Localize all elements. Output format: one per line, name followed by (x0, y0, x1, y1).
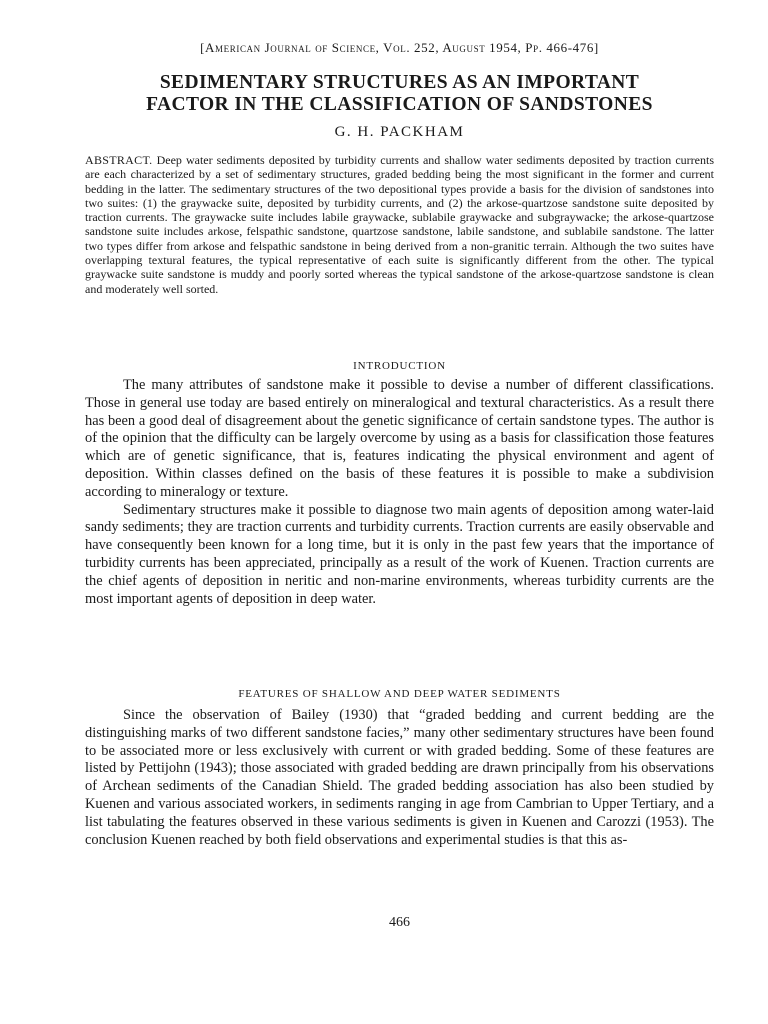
abstract (85, 153, 714, 296)
section-body-features (85, 707, 714, 849)
title-line: SEDIMENTARY STRUCTURES AS AN IMPORTANT (159, 72, 640, 93)
title-line: FACTOR IN THE CLASSIFICATION OF SANDSTONES (146, 94, 653, 115)
section-heading-introduction: INTRODUCTION (353, 360, 446, 372)
page-number: 466 (389, 915, 410, 930)
paragraph: The many attributes of sandstone make it possible to devise a number of different classifications. Those in general use today are based entirely on mineralogical and textural characteristics. As a result there has been a good deal of disagreement about the genetic significance of certain sandstone types. The author is of the opinion that the difficulty can be largely overcome by using as a basis for classification those features which are of genetic significance, that is, features indicating the physical environment and agent of deposition. Within classes defined on the basis of these features it is possible to make a subdivision according to mineralogy or texture. (85, 377, 714, 500)
abstract-text: Deep water sediments deposited by turbidity currents and shallow water sediments deposited by traction currents are each characterized by a set of sedimentary structures, graded bedding being the most significant in the former and current bedding in the latter. The sedimentary structures of the two depositional types provide a basis for the division of sandstones into two suites: (1) the graywacke suite, deposited by turbidity currents, and (2) the arkose-quartzose sandstone suite deposited by traction currents. The graywacke suite includes labile graywacke, sublabile graywacke and subgraywacke; the arkose-quartzose sandstone suite includes arkose, felspathic sandstone, quartzose sandstone, labile sandstone, and sublabile sandstone. The latter two types differ from arkose and felspathic sandstone in being derived from a non-granitic terrain. Although the two suites have overlapping textural features, the typical representative of each suite is significantly different from the other. The typical graywacke suite sandstone is muddy and poorly sorted whereas the typical sandstone of the arkose-quartzose sandstone is clean and moderately well sorted. (85, 153, 715, 296)
section-body-introduction (85, 377, 714, 608)
section-heading-features: FEATURES OF SHALLOW AND DEEP WATER SEDIMENTS (238, 688, 561, 700)
article-title (85, 72, 714, 116)
author-name: G. H. PACKHAM (334, 124, 465, 140)
running-head: [American Journal of Science, Vol. 252, August 1954, Pp. 466-476] (200, 40, 599, 55)
journal-page (85, 0, 714, 1024)
paragraph: Since the observation of Bailey (1930) that “graded bedding and current bedding are the distinguishing marks of two different sandstone facies,” many other sedimentary structures have been found to be associated more or less exclusively with current or with graded bedding. Some of these features are listed by Pettijohn (1943); those associated with graded bedding are drawn principally from his observations of Archean sediments of the Canadian Shield. The graded bedding association has also been studied by Kuenen and various associated workers, in sediments ranging in age from Cambrian to Upper Tertiary, and a list tabulating the features observed in these various sediments is given in Kuenen and Carozzi (1953). The conclusion Kuenen reached by both field observations and experimental studies is that this as- (85, 707, 714, 848)
abstract-label: ABSTRACT. (85, 153, 153, 167)
paragraph: Sedimentary structures make it possible to diagnose two main agents of deposition among water-laid sandy sediments; they are traction currents and turbidity currents. Traction currents are easily observable and have consequently been known for a long time, but it is only in the past few years that the importance of turbidity currents has been appreciated, principally as a result of the work of Kuenen. Traction currents are the chief agents of deposition in neritic and non-marine environments, whereas turbidity currents are the most important agents of deposition in deep water. (85, 501, 714, 607)
